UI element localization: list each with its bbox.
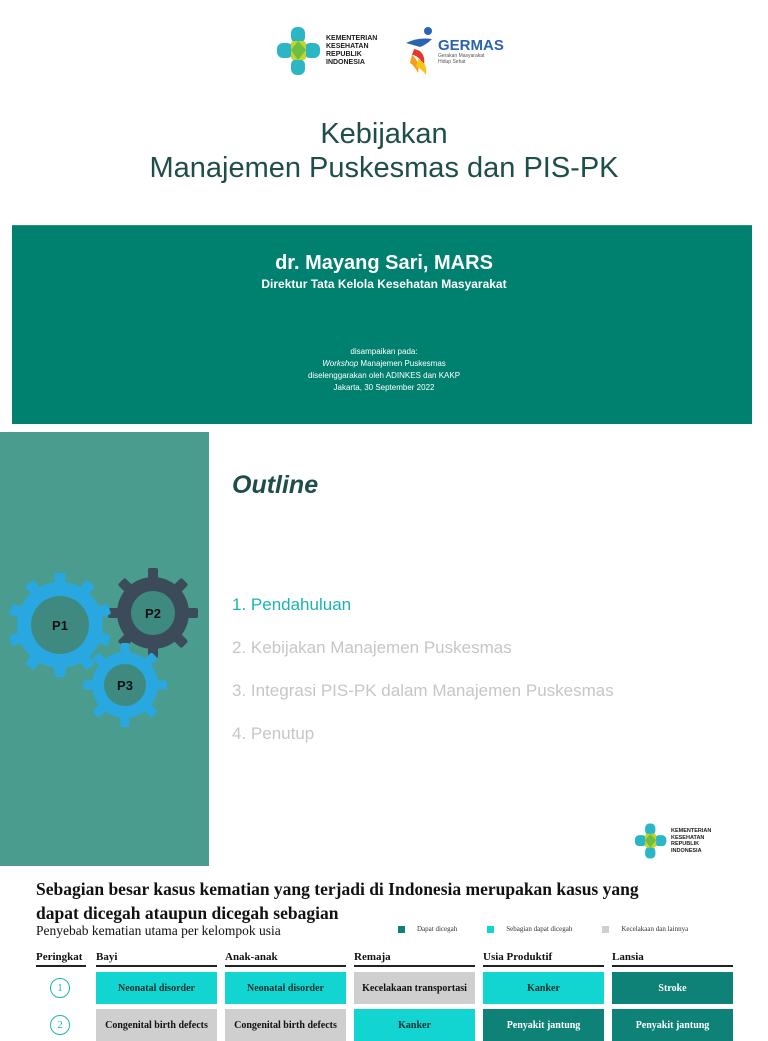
column-header: Bayi (96, 951, 118, 963)
presenter-role: Direktur Tata Kelola Kesehatan Masyarakat (261, 277, 507, 291)
cause-cell: Neonatal disorder (96, 972, 217, 1004)
legend-swatch (602, 926, 609, 933)
cause-cell: Congenital birth defects (96, 1009, 217, 1041)
legend-label: Dapat dicegah (417, 925, 458, 933)
outline-item: 1. Pendahuluan (232, 595, 352, 614)
outline-item: 4. Penutup (232, 724, 315, 743)
column-header: Lansia (612, 951, 644, 963)
kemenkes-logo-text: KEMENTERIAN KESEHATAN REPUBLIK INDONESIA (326, 35, 378, 66)
gears-icon (0, 432, 209, 866)
rank-badge: 2 (50, 1015, 70, 1035)
kemenkes-logo-icon (634, 822, 668, 860)
cause-cell: Kecelakaan transportasi (354, 972, 475, 1004)
cause-cell: Stroke (612, 972, 733, 1004)
header-rule (36, 965, 86, 967)
gear-label-p1: P1 (52, 618, 68, 633)
outline-slide (0, 432, 768, 866)
column-header: Anak-anak (225, 951, 278, 963)
event-place-date: Jakarta, 30 September 2022 (333, 383, 435, 392)
header-rule (354, 965, 475, 967)
slide-title-line2: Manajemen Puskesmas dan PIS-PK (149, 152, 619, 184)
cause-cell: Kanker (354, 1009, 475, 1041)
rank-badge: 1 (50, 978, 70, 998)
footer-logo (634, 822, 719, 860)
slide-title-line1: Kebijakan (320, 118, 448, 150)
event-details (0, 346, 768, 394)
cause-cell: Kanker (483, 972, 604, 1004)
gear-label-p2: P2 (145, 606, 161, 621)
header-logos (276, 22, 504, 80)
event-name: Workshop Manajemen Puskesmas (322, 359, 446, 368)
title-slide (0, 0, 768, 432)
legend-swatch (398, 926, 405, 933)
outline-title: Outline (232, 471, 319, 499)
germas-figure-icon (404, 25, 438, 77)
gear-label-p3: P3 (117, 678, 133, 693)
column-header: Usia Produktif (483, 951, 553, 963)
germas-wordmark: GERMAS (438, 36, 504, 54)
header-rule (612, 965, 733, 967)
header-rule (483, 965, 604, 967)
rank-header: Peringkat (36, 951, 83, 963)
header-rule (96, 965, 217, 967)
cause-cell: Penyakit jantung (612, 1009, 733, 1041)
outline-item: 3. Integrasi PIS-PK dalam Manajemen Puskesmas (232, 681, 614, 700)
presenter-name: dr. Mayang Sari, MARS (275, 252, 493, 274)
cause-cell: Congenital birth defects (225, 1009, 346, 1041)
germas-tagline: Gerakan Masyarakat Hidup Sehat (438, 52, 485, 65)
outline-item: 2. Kebijakan Manajemen Puskesmas (232, 638, 512, 657)
cause-cell: Neonatal disorder (225, 972, 346, 1004)
slide-heading: Sebagian besar kasus kematian yang terjadi di Indonesia merupakan kasus yang dapat dicegah ataupun dicegah sebagian (36, 879, 639, 923)
legend-label: Sebagian dapat dicegah (506, 925, 573, 933)
germas-logo (404, 25, 504, 77)
kemenkes-logo-text: KEMENTERIAN KESEHATAN REPUBLIK INDONESIA (671, 828, 712, 854)
kemenkes-logo-icon (276, 25, 322, 77)
outline-side-panel (0, 432, 209, 866)
cause-cell: Penyakit jantung (483, 1009, 604, 1041)
delivered-at-label: disampaikan pada: (350, 347, 418, 356)
column-header: Remaja (354, 951, 391, 963)
header-rule (225, 965, 346, 967)
slide-title (0, 117, 768, 185)
legend-label: Kecelakaan dan lainnya (621, 925, 689, 933)
legend-swatch (487, 926, 494, 933)
slide-subheading: Penyebab kematian utama per kelompok usia (36, 923, 281, 938)
legend (398, 925, 718, 933)
event-organizer: diselenggarakan oleh ADINKES dan KAKP (307, 371, 461, 380)
mortality-slide (0, 866, 768, 1031)
